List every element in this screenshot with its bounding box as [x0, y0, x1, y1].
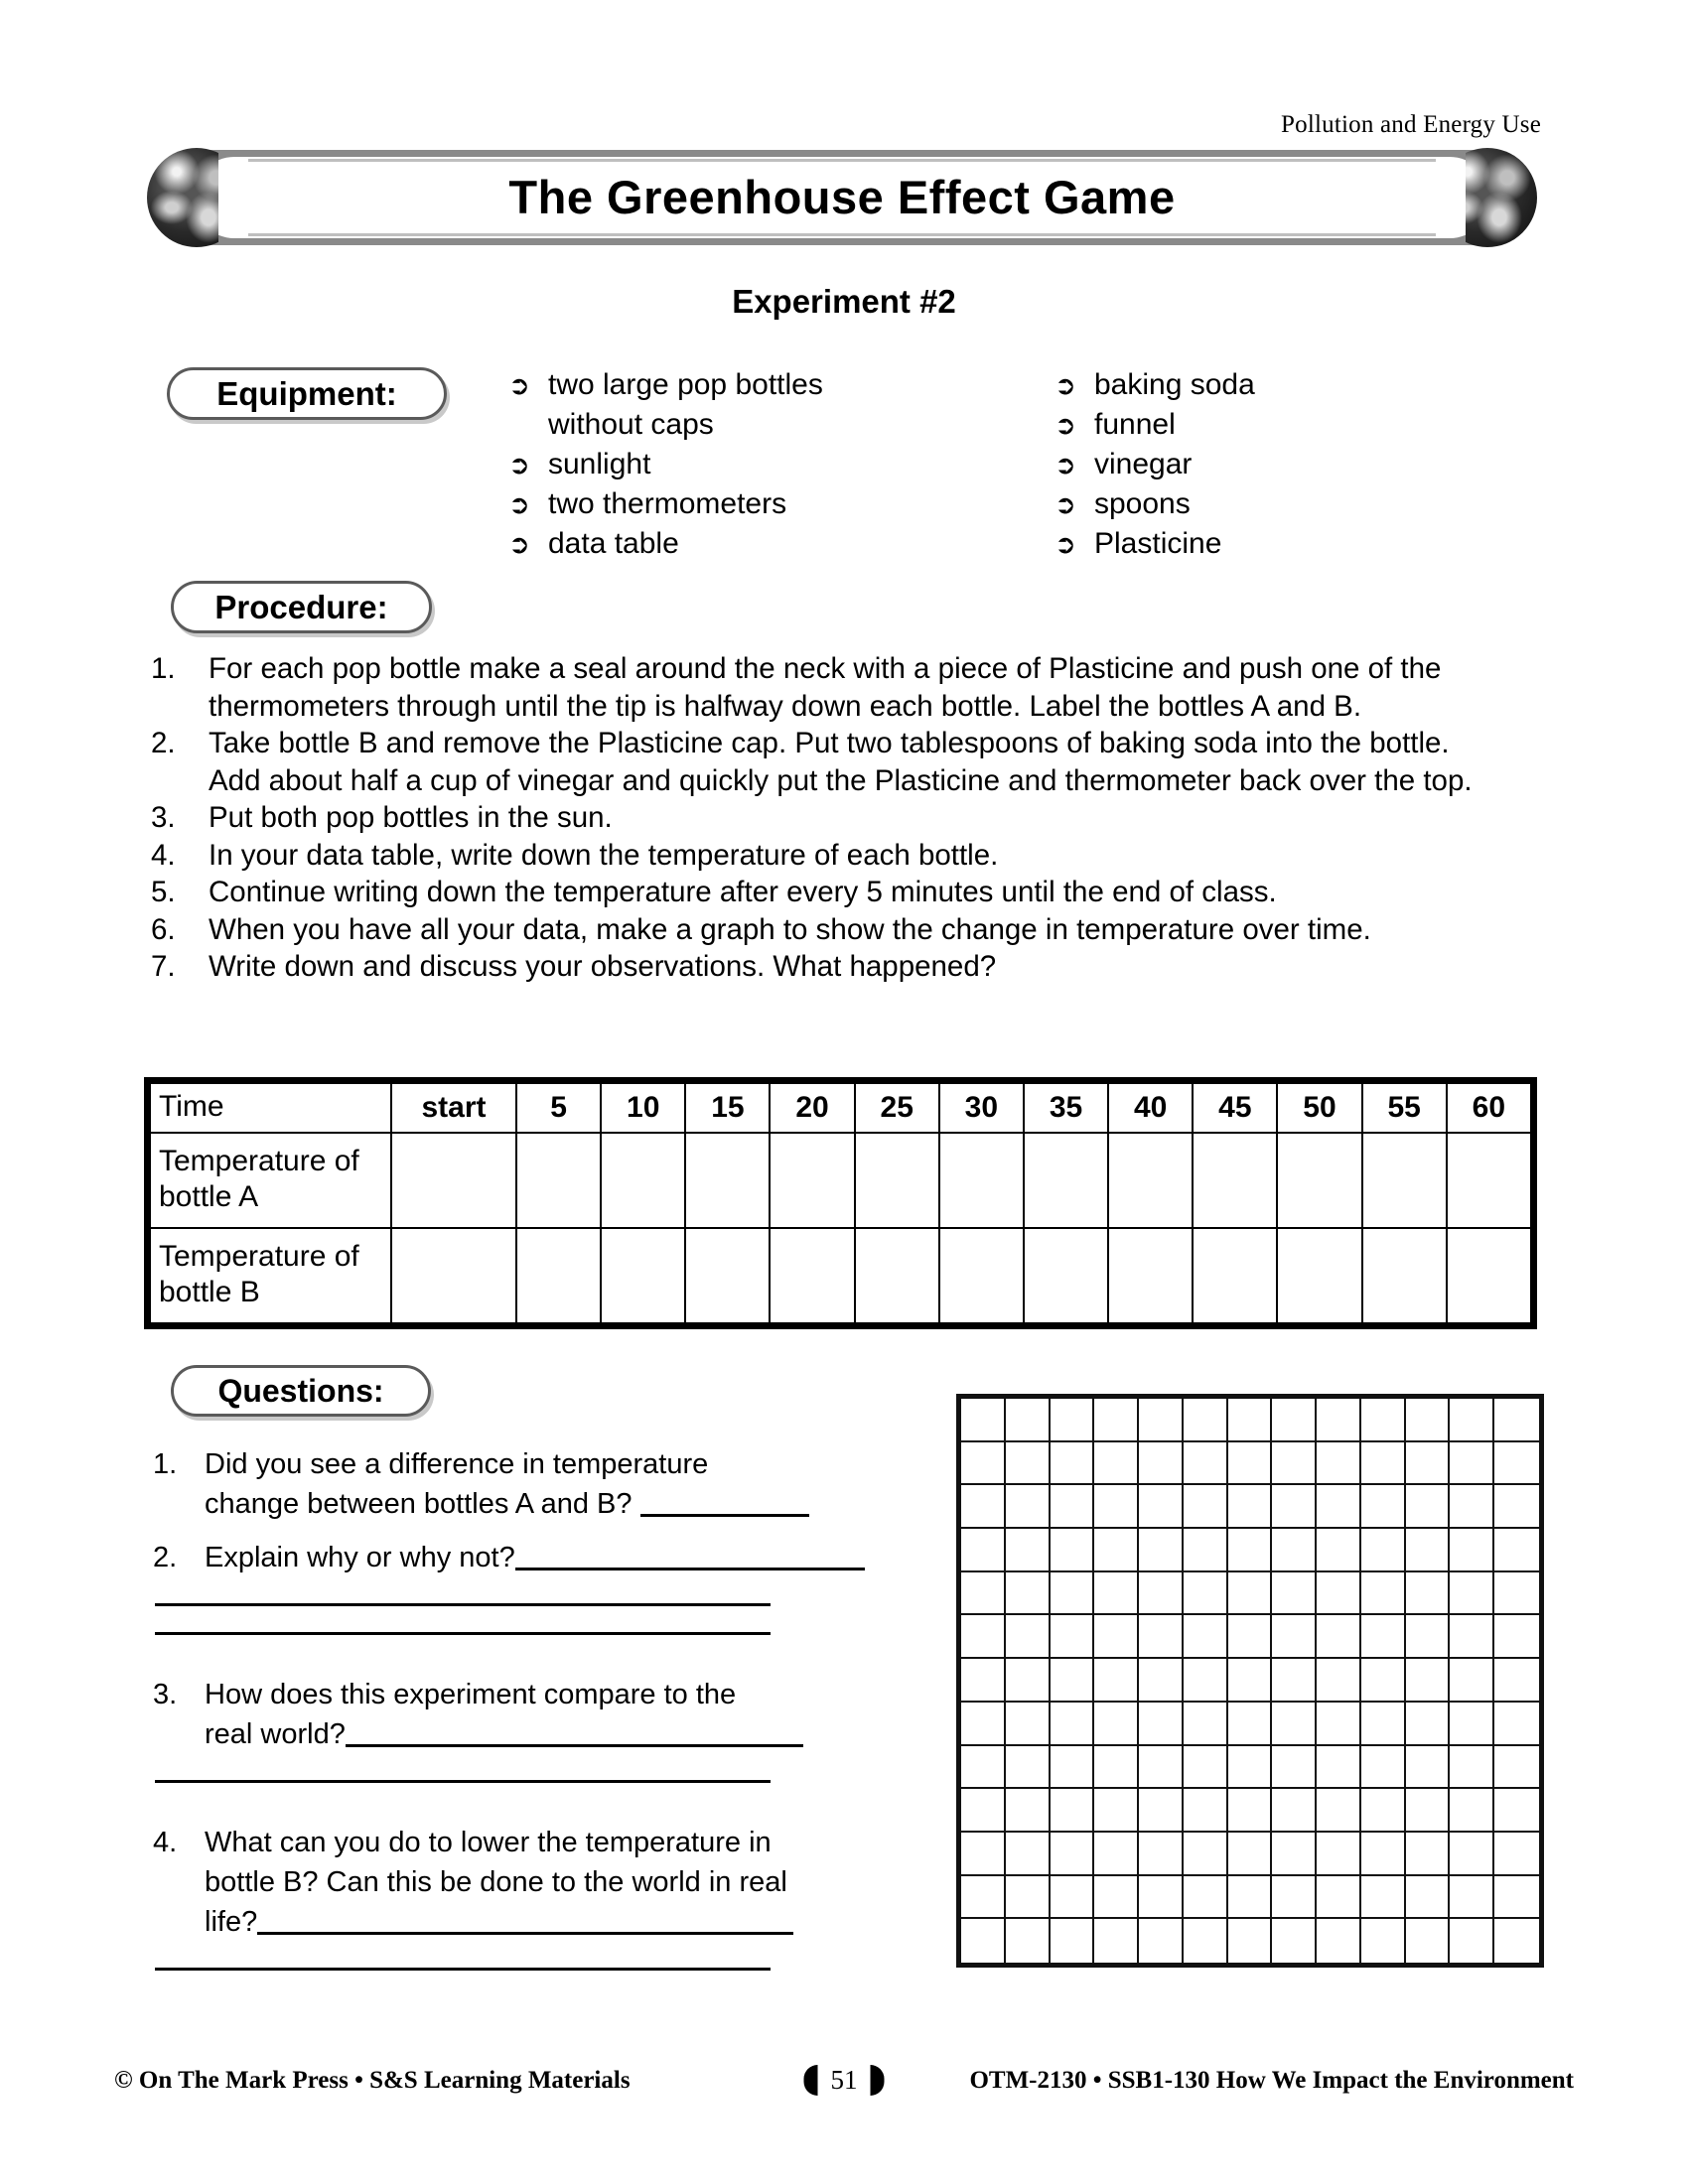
table-cell-entry[interactable] [770, 1133, 854, 1228]
graph-cell[interactable] [1272, 1399, 1317, 1442]
table-cell-entry[interactable] [855, 1133, 939, 1228]
list-item [147, 1444, 892, 1524]
table-cell-entry[interactable] [1277, 1133, 1361, 1228]
graph-cell[interactable] [1139, 1876, 1184, 1920]
graph-cell[interactable] [1094, 1615, 1139, 1659]
graph-cell[interactable] [1272, 1789, 1317, 1833]
question-text: What can you do to lower the temperature in bottle B? Can this be done to the world in real life? [205, 1823, 892, 1942]
graph-cell[interactable] [1317, 1615, 1361, 1659]
graph-cell[interactable] [1094, 1919, 1139, 1963]
graph-cell[interactable] [1450, 1615, 1494, 1659]
graph-cell[interactable] [1406, 1572, 1451, 1616]
equipment-list-right [1055, 365, 1452, 564]
graph-cell[interactable] [1450, 1746, 1494, 1790]
graph-cell[interactable] [961, 1919, 1006, 1963]
equipment-item-text: data table [548, 527, 679, 560]
graph-cell[interactable] [1006, 1529, 1051, 1572]
graph-cell[interactable] [1006, 1833, 1051, 1876]
table-cell-entry[interactable] [1024, 1228, 1108, 1323]
list-item [147, 650, 1507, 725]
graph-cell[interactable] [1006, 1399, 1051, 1442]
graph-cell[interactable] [1272, 1529, 1317, 1572]
graph-cell[interactable] [1139, 1529, 1184, 1572]
graph-cell[interactable] [1139, 1703, 1184, 1746]
graph-cell[interactable] [1450, 1659, 1494, 1703]
table-cell-entry[interactable] [1362, 1228, 1447, 1323]
graph-cell[interactable] [1406, 1442, 1451, 1486]
graph-cell[interactable] [1139, 1442, 1184, 1486]
list-item [1055, 484, 1452, 524]
question-text: Did you see a difference in temperature change between bottles A and B? [205, 1444, 892, 1524]
table-cell-entry[interactable] [1108, 1133, 1193, 1228]
table-cell-entry[interactable] [601, 1228, 685, 1323]
procedure-heading: Procedure: [171, 581, 432, 633]
graph-cell[interactable] [1051, 1919, 1095, 1963]
graph-cell[interactable] [1272, 1703, 1317, 1746]
graph-cell[interactable] [1361, 1659, 1406, 1703]
list-item [147, 1538, 892, 1577]
step-text: For each pop bottle make a seal around the neck with a piece of Plasticine and push one of the thermometers through until the tip is halfway down each bottle. Label the bottles A and B. [209, 652, 1442, 723]
graph-cell[interactable] [1228, 1789, 1273, 1833]
graph-cell[interactable] [1094, 1485, 1139, 1529]
answer-blank[interactable] [346, 1744, 803, 1747]
table-cell-entry[interactable] [391, 1133, 516, 1228]
equipment-item-text: sunlight [548, 448, 651, 480]
arrow-bullet-icon: ➲ [508, 529, 530, 559]
graph-cell[interactable] [1317, 1659, 1361, 1703]
table-row [150, 1083, 1531, 1133]
graph-cell[interactable] [1184, 1746, 1228, 1790]
graph-cell[interactable] [1228, 1399, 1273, 1442]
graph-cell[interactable] [1094, 1659, 1139, 1703]
graph-cell[interactable] [1361, 1919, 1406, 1963]
step-number: 1. [151, 652, 176, 685]
graph-cell[interactable] [961, 1746, 1006, 1790]
list-item [147, 911, 1507, 949]
graph-cell[interactable] [1184, 1789, 1228, 1833]
graph-cell[interactable] [1139, 1615, 1184, 1659]
graph-cell[interactable] [1094, 1746, 1139, 1790]
graph-cell[interactable] [1184, 1572, 1228, 1616]
running-head: Pollution and Energy Use [1281, 111, 1541, 138]
graph-cell[interactable] [1406, 1659, 1451, 1703]
graph-cell[interactable] [1361, 1833, 1406, 1876]
graph-cell[interactable] [1272, 1919, 1317, 1963]
procedure-list [147, 650, 1507, 986]
answer-blank[interactable] [257, 1932, 793, 1935]
graph-cell[interactable] [1494, 1659, 1539, 1703]
graph-cell[interactable] [1494, 1442, 1539, 1486]
graph-cell[interactable] [1094, 1789, 1139, 1833]
page-footer [114, 2067, 1574, 2107]
graph-cell[interactable] [1361, 1703, 1406, 1746]
graph-cell[interactable] [1094, 1572, 1139, 1616]
graph-cell[interactable] [1406, 1789, 1451, 1833]
graph-cell[interactable] [1094, 1876, 1139, 1920]
table-col-header: 10 [601, 1083, 685, 1133]
step-number: 6. [151, 912, 176, 946]
question-number: 1. [153, 1448, 178, 1480]
graph-cell[interactable] [961, 1399, 1006, 1442]
graph-cell[interactable] [1006, 1572, 1051, 1616]
arrow-bullet-icon: ➲ [1055, 410, 1076, 440]
table-row [150, 1133, 1531, 1228]
graph-cell[interactable] [1450, 1703, 1494, 1746]
graph-cell[interactable] [1094, 1399, 1139, 1442]
graph-cell[interactable] [1051, 1485, 1095, 1529]
blank-graph-grid[interactable] [956, 1394, 1544, 1968]
temperature-data-table [144, 1077, 1537, 1329]
list-item [508, 524, 935, 564]
list-item [1055, 524, 1452, 564]
table-col-header: 50 [1277, 1083, 1361, 1133]
graph-cell[interactable] [1228, 1659, 1273, 1703]
footer-product-code: OTM-2130 • SSB1-130 How We Impact the Environment [969, 2067, 1574, 2094]
table-cell-entry[interactable] [685, 1228, 770, 1323]
graph-cell[interactable] [961, 1659, 1006, 1703]
graph-cell[interactable] [1228, 1442, 1273, 1486]
answer-blank[interactable] [640, 1514, 809, 1517]
graph-cell[interactable] [1450, 1789, 1494, 1833]
graph-cell[interactable] [1228, 1919, 1273, 1963]
graph-cell[interactable] [1494, 1919, 1539, 1963]
table-col-header: 30 [939, 1083, 1024, 1133]
table-col-header: 60 [1447, 1083, 1531, 1133]
graph-cell[interactable] [1450, 1572, 1494, 1616]
graph-cell[interactable] [1094, 1442, 1139, 1486]
table-cell-entry[interactable] [770, 1228, 854, 1323]
list-item [147, 799, 1507, 837]
step-number: 2. [151, 727, 176, 759]
graph-cell[interactable] [1006, 1789, 1051, 1833]
graph-cell[interactable] [1051, 1833, 1095, 1876]
graph-cell[interactable] [1006, 1659, 1051, 1703]
graph-cell[interactable] [1272, 1572, 1317, 1616]
table-cell-entry[interactable] [1447, 1228, 1531, 1323]
table-cell-entry[interactable] [1193, 1133, 1277, 1228]
graph-cell[interactable] [1406, 1485, 1451, 1529]
graph-cell[interactable] [1317, 1485, 1361, 1529]
arrow-bullet-icon: ➲ [1055, 529, 1076, 559]
question-number: 2. [153, 1542, 178, 1573]
table-cell-entry[interactable] [516, 1133, 601, 1228]
graph-cell[interactable] [961, 1615, 1006, 1659]
graph-cell[interactable] [1184, 1833, 1228, 1876]
graph-cell[interactable] [1272, 1615, 1317, 1659]
graph-cell[interactable] [1406, 1833, 1451, 1876]
graph-cell[interactable] [1184, 1399, 1228, 1442]
graph-cell[interactable] [1051, 1876, 1095, 1920]
graph-cell[interactable] [961, 1703, 1006, 1746]
list-item [508, 445, 935, 484]
equipment-item-text: funnel [1094, 408, 1176, 441]
graph-cell[interactable] [1051, 1659, 1095, 1703]
graph-cell[interactable] [1139, 1572, 1184, 1616]
answer-blank[interactable] [515, 1568, 865, 1570]
graph-cell[interactable] [1406, 1703, 1451, 1746]
table-cell-entry[interactable] [391, 1228, 516, 1323]
graph-cell[interactable] [1406, 1919, 1451, 1963]
list-item [508, 484, 935, 524]
table-cell-entry[interactable] [1024, 1133, 1108, 1228]
graph-cell[interactable] [1361, 1442, 1406, 1486]
experiment-subtitle: Experiment #2 [732, 283, 956, 320]
graph-cell[interactable] [1006, 1485, 1051, 1529]
graph-cell[interactable] [1317, 1876, 1361, 1920]
graph-cell[interactable] [1051, 1442, 1095, 1486]
graph-cell[interactable] [1228, 1615, 1273, 1659]
list-item [147, 837, 1507, 875]
equipment-item-text: two large pop bottles without caps [548, 368, 823, 441]
step-text: Continue writing down the temperature after every 5 minutes until the end of class. [209, 876, 1277, 908]
table-row-label: Time [150, 1083, 391, 1133]
list-item [508, 365, 935, 445]
table-row [150, 1228, 1531, 1323]
title-banner [147, 147, 1537, 248]
question-number: 3. [153, 1679, 178, 1710]
graph-cell[interactable] [1272, 1876, 1317, 1920]
table-col-header: 20 [770, 1083, 854, 1133]
table-col-header: 55 [1362, 1083, 1447, 1133]
list-item [147, 874, 1507, 911]
graph-cell[interactable] [1184, 1876, 1228, 1920]
graph-cell[interactable] [1228, 1703, 1273, 1746]
graph-cell[interactable] [961, 1529, 1006, 1572]
graph-cell[interactable] [1361, 1789, 1406, 1833]
equipment-item-text: Plasticine [1094, 527, 1222, 560]
graph-cell[interactable] [1184, 1703, 1228, 1746]
step-text: Put both pop bottles in the sun. [209, 801, 613, 834]
list-item [1055, 445, 1452, 484]
list-item [147, 948, 1507, 986]
equipment-item-text: two thermometers [548, 487, 787, 520]
graph-cell[interactable] [1006, 1442, 1051, 1486]
graph-cell[interactable] [1494, 1833, 1539, 1876]
graph-cell[interactable] [961, 1572, 1006, 1616]
graph-cell[interactable] [1494, 1703, 1539, 1746]
graph-cell[interactable] [1450, 1399, 1494, 1442]
equipment-heading: Equipment: [167, 367, 447, 420]
table-col-header: 45 [1193, 1083, 1277, 1133]
graph-cell[interactable] [1450, 1529, 1494, 1572]
graph-cell[interactable] [1094, 1833, 1139, 1876]
table-cell-entry[interactable] [1108, 1228, 1193, 1323]
graph-cell[interactable] [961, 1833, 1006, 1876]
graph-cell[interactable] [1228, 1572, 1273, 1616]
graph-cell[interactable] [1450, 1442, 1494, 1486]
graph-cell[interactable] [1139, 1789, 1184, 1833]
page-number-badge [804, 2065, 885, 2096]
graph-cell[interactable] [1051, 1703, 1095, 1746]
list-item [1055, 365, 1452, 405]
table-col-header: 40 [1108, 1083, 1193, 1133]
graph-cell[interactable] [1317, 1399, 1361, 1442]
step-text: Write down and discuss your observations. What happened? [209, 950, 997, 983]
equipment-item-text: vinegar [1094, 448, 1193, 480]
table-col-header: 5 [516, 1083, 601, 1133]
graph-cell[interactable] [1139, 1746, 1184, 1790]
graph-cell[interactable] [1051, 1615, 1095, 1659]
table-col-header: 35 [1024, 1083, 1108, 1133]
graph-cell[interactable] [1051, 1399, 1095, 1442]
graph-cell[interactable] [1228, 1833, 1273, 1876]
table-row-label: Temperature of bottle A [150, 1133, 391, 1228]
graph-cell[interactable] [1051, 1789, 1095, 1833]
table-cell-entry[interactable] [1193, 1228, 1277, 1323]
graph-cell[interactable] [961, 1789, 1006, 1833]
questions-list [147, 1444, 892, 1971]
table-cell-entry[interactable] [685, 1133, 770, 1228]
step-number: 5. [151, 876, 176, 908]
arrow-bullet-icon: ➲ [508, 489, 530, 519]
graph-cell[interactable] [1184, 1615, 1228, 1659]
graph-cell[interactable] [1139, 1919, 1184, 1963]
page-title: The Greenhouse Effect Game [508, 171, 1176, 223]
table-cell-entry[interactable] [939, 1133, 1024, 1228]
graph-cell[interactable] [1184, 1919, 1228, 1963]
graph-cell[interactable] [1361, 1746, 1406, 1790]
graph-cell[interactable] [1317, 1746, 1361, 1790]
answer-blank[interactable] [155, 1968, 771, 1971]
graph-cell[interactable] [1139, 1659, 1184, 1703]
table-cell-entry[interactable] [516, 1228, 601, 1323]
graph-cell[interactable] [1317, 1572, 1361, 1616]
graph-cell[interactable] [1272, 1485, 1317, 1529]
graph-cell[interactable] [1051, 1746, 1095, 1790]
equipment-item-text: spoons [1094, 487, 1191, 520]
graph-cell[interactable] [1006, 1615, 1051, 1659]
arrow-bullet-icon: ➲ [508, 450, 530, 479]
graph-cell[interactable] [1361, 1876, 1406, 1920]
graph-cell[interactable] [1494, 1399, 1539, 1442]
graph-cell[interactable] [1051, 1572, 1095, 1616]
graph-cell[interactable] [1406, 1876, 1451, 1920]
graph-cell[interactable] [1406, 1746, 1451, 1790]
graph-cell[interactable] [1450, 1876, 1494, 1920]
graph-cell[interactable] [1228, 1485, 1273, 1529]
graph-cell[interactable] [1139, 1485, 1184, 1529]
question-text: Explain why or why not? [205, 1538, 892, 1577]
arrow-bullet-icon: ➲ [1055, 450, 1076, 479]
graph-cell[interactable] [1494, 1615, 1539, 1659]
footer-copyright: © On The Mark Press • S&S Learning Materials [114, 2067, 631, 2094]
graph-cell[interactable] [961, 1442, 1006, 1486]
arrow-bullet-icon: ➲ [508, 370, 530, 400]
arrow-bullet-icon: ➲ [1055, 370, 1076, 400]
graph-cell[interactable] [1450, 1485, 1494, 1529]
question-text: How does this experiment compare to the real world? [205, 1675, 892, 1754]
question-number: 4. [153, 1827, 178, 1858]
graph-cell[interactable] [1317, 1703, 1361, 1746]
step-number: 3. [151, 801, 176, 834]
equipment-item-text: baking soda [1094, 368, 1255, 401]
table-cell-entry[interactable] [1362, 1133, 1447, 1228]
graph-cell[interactable] [1006, 1919, 1051, 1963]
graph-cell[interactable] [1139, 1399, 1184, 1442]
bracket-left-icon [804, 2065, 818, 2096]
graph-cell[interactable] [1228, 1746, 1273, 1790]
graph-cell[interactable] [1494, 1789, 1539, 1833]
graph-cell[interactable] [1094, 1703, 1139, 1746]
graph-cell[interactable] [961, 1485, 1006, 1529]
graph-cell[interactable] [1272, 1659, 1317, 1703]
graph-cell[interactable] [1272, 1746, 1317, 1790]
table-cell-entry[interactable] [1447, 1133, 1531, 1228]
graph-cell[interactable] [1317, 1442, 1361, 1486]
graph-cell[interactable] [1272, 1833, 1317, 1876]
list-item [147, 1823, 892, 1942]
table-cell-entry[interactable] [855, 1228, 939, 1323]
bracket-right-icon [871, 2065, 885, 2096]
graph-cell[interactable] [1184, 1659, 1228, 1703]
table-col-header: 15 [685, 1083, 770, 1133]
graph-cell[interactable] [1317, 1833, 1361, 1876]
graph-cell[interactable] [1184, 1485, 1228, 1529]
graph-cell[interactable] [1450, 1833, 1494, 1876]
step-text: When you have all your data, make a graph to show the change in temperature over time. [209, 912, 1371, 946]
table-cell-entry[interactable] [601, 1133, 685, 1228]
graph-cell[interactable] [961, 1876, 1006, 1920]
equipment-list-left [508, 365, 935, 564]
graph-cell[interactable] [1494, 1529, 1539, 1572]
graph-cell[interactable] [1006, 1703, 1051, 1746]
list-item [1055, 405, 1452, 445]
graph-cell[interactable] [1317, 1789, 1361, 1833]
table-col-header: 25 [855, 1083, 939, 1133]
step-number: 4. [151, 838, 176, 872]
graph-cell[interactable] [1361, 1572, 1406, 1616]
graph-cell[interactable] [1184, 1442, 1228, 1486]
table-cell-entry[interactable] [1277, 1228, 1361, 1323]
graph-cell[interactable] [1494, 1485, 1539, 1529]
step-text: In your data table, write down the temperature of each bottle. [209, 838, 999, 872]
graph-cell[interactable] [1139, 1833, 1184, 1876]
table-row-label: Temperature of bottle B [150, 1228, 391, 1323]
graph-cell[interactable] [1317, 1919, 1361, 1963]
questions-heading: Questions: [171, 1365, 431, 1417]
graph-cell[interactable] [1494, 1572, 1539, 1616]
table-col-header: start [391, 1083, 516, 1133]
step-number: 7. [151, 950, 176, 983]
graph-cell[interactable] [1361, 1615, 1406, 1659]
page-number: 51 [830, 2065, 858, 2095]
graph-cell[interactable] [1406, 1529, 1451, 1572]
graph-cell[interactable] [1051, 1529, 1095, 1572]
step-text: Take bottle B and remove the Plasticine cap. Put two tablespoons of baking soda into the bottle. Add about half a cup of vinegar and quickly put the Plasticine and thermometer back over the top. [209, 727, 1473, 797]
graph-cell[interactable] [1317, 1529, 1361, 1572]
graph-cell[interactable] [1406, 1615, 1451, 1659]
list-item [147, 1675, 892, 1754]
graph-cell[interactable] [1406, 1399, 1451, 1442]
graph-cell[interactable] [1228, 1876, 1273, 1920]
graph-cell[interactable] [1361, 1529, 1406, 1572]
graph-cell[interactable] [1450, 1919, 1494, 1963]
graph-cell[interactable] [1494, 1876, 1539, 1920]
graph-cell[interactable] [1006, 1876, 1051, 1920]
graph-cell[interactable] [1272, 1442, 1317, 1486]
arrow-bullet-icon: ➲ [1055, 489, 1076, 519]
list-item [147, 725, 1507, 799]
graph-cell[interactable] [1228, 1529, 1273, 1572]
graph-cell[interactable] [1184, 1529, 1228, 1572]
graph-cell[interactable] [1361, 1399, 1406, 1442]
graph-cell[interactable] [1361, 1485, 1406, 1529]
graph-cell[interactable] [1494, 1746, 1539, 1790]
graph-cell[interactable] [1094, 1529, 1139, 1572]
graph-cell[interactable] [1006, 1746, 1051, 1790]
table-cell-entry[interactable] [939, 1228, 1024, 1323]
